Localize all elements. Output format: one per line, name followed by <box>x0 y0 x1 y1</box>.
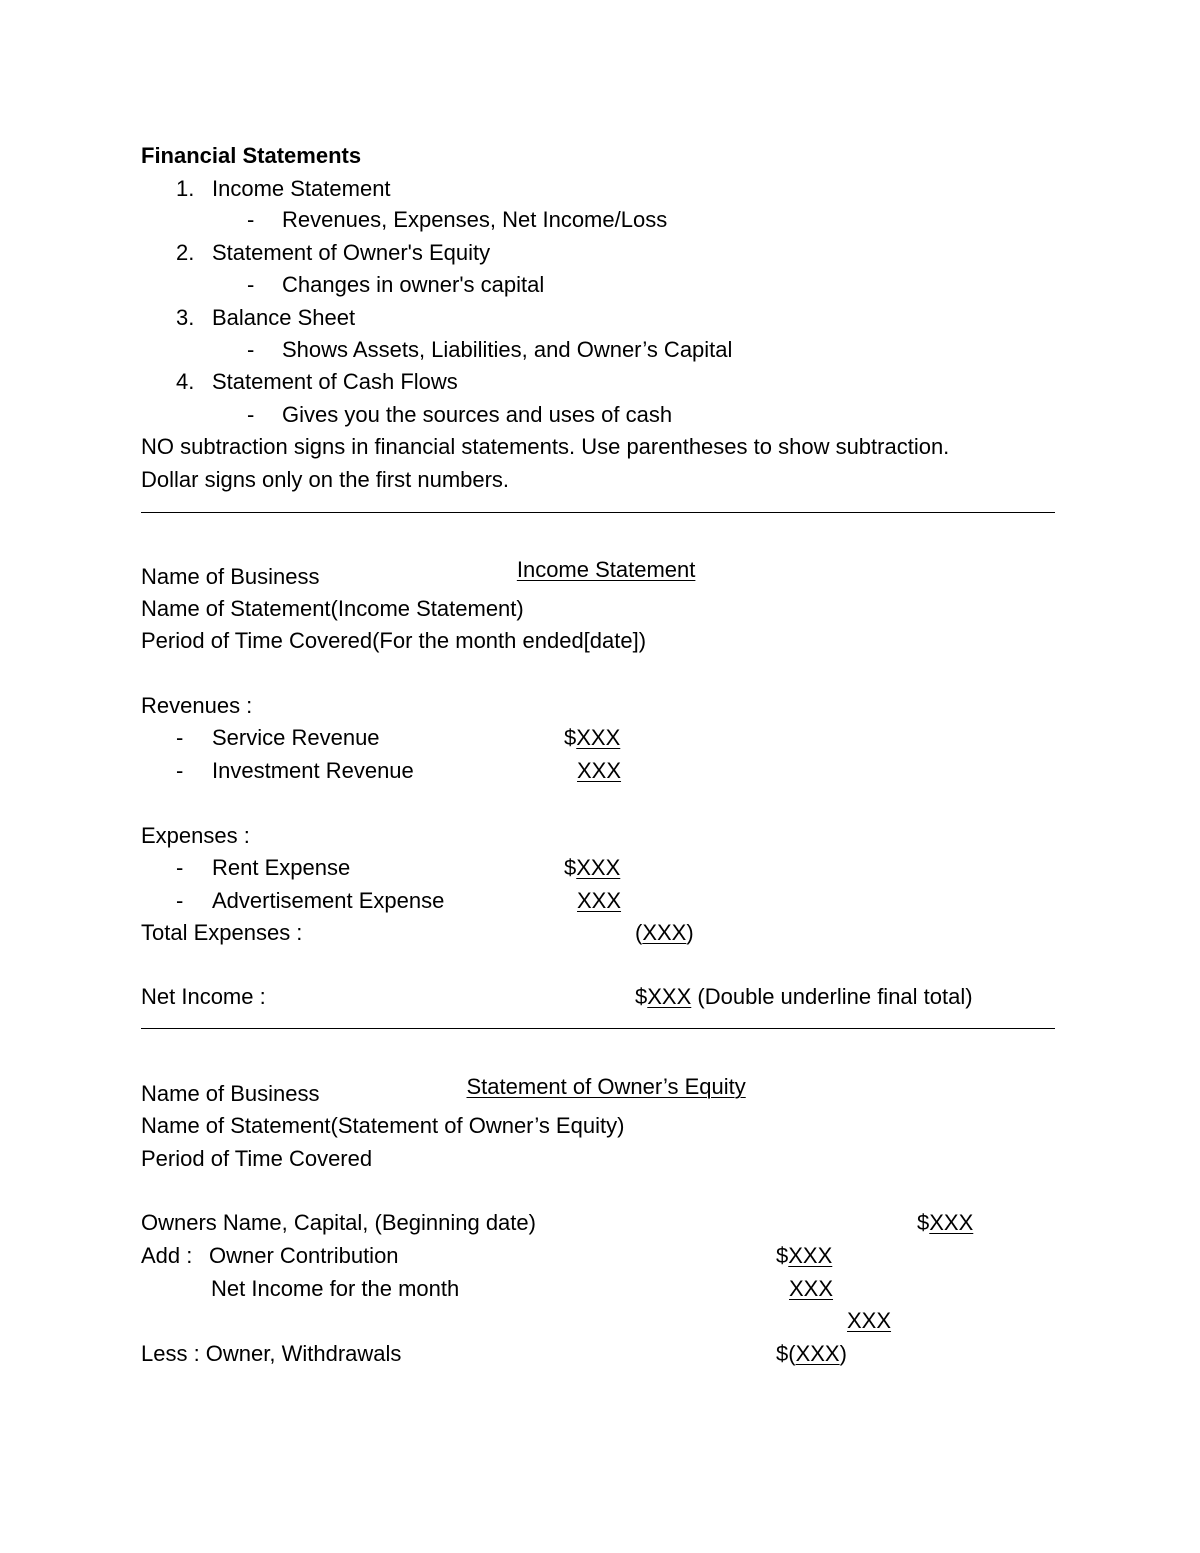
paren-close: ) <box>686 920 694 945</box>
dollar-sign: $ <box>564 725 577 750</box>
owner-contribution-amount <box>776 1243 832 1269</box>
amount-value: XXX <box>788 1243 833 1268</box>
line-item-label: Service Revenue <box>212 725 380 750</box>
amount-value: XXX <box>929 1210 974 1235</box>
beginning-capital-label: Owners Name, Capital, (Beginning date) <box>141 1210 536 1235</box>
owners-equity-title: Statement of Owner’s Equity <box>466 1074 746 1099</box>
line-item-amount <box>564 725 620 751</box>
outline-item-detail: Gives you the sources and uses of cash <box>282 402 673 427</box>
amount-value: XXX <box>577 888 622 913</box>
line-item-label: Advertisement Expense <box>212 888 445 913</box>
bullet-dash: - <box>176 725 184 750</box>
beginning-capital-amount <box>917 1210 973 1236</box>
note-line: NO subtraction signs in financial statements. Use parentheses to show subtraction. <box>141 434 950 459</box>
statement-header-line: Period of Time Covered(For the month ended[date]) <box>141 628 647 653</box>
line-item-amount <box>577 888 621 914</box>
dollar-sign: $ <box>564 855 577 880</box>
note-line: Dollar signs only on the first numbers. <box>141 467 510 492</box>
outline-item-detail: Shows Assets, Liabilities, and Owner’s Capital <box>282 337 733 362</box>
statement-header-line: Name of Statement(Statement of Owner’s Equity) <box>141 1113 625 1138</box>
outline-item-detail: Revenues, Expenses, Net Income/Loss <box>282 207 668 232</box>
outline-item-title: Statement of Cash Flows <box>212 369 458 394</box>
withdrawals-amount <box>776 1341 847 1367</box>
amount-value: XXX <box>789 1276 834 1301</box>
section-divider <box>141 1028 1055 1029</box>
paren-open: ( <box>635 920 643 945</box>
dollar-sign: $ <box>776 1243 789 1268</box>
outline-item-title: Income Statement <box>212 176 391 201</box>
bullet-dash: - <box>247 337 255 362</box>
amount-value: XXX <box>642 920 687 945</box>
bullet-dash: - <box>176 758 184 783</box>
dollar-sign: $ <box>917 1210 930 1235</box>
amount-value: XXX <box>795 1341 840 1366</box>
amount-value: XXX <box>647 984 692 1009</box>
expenses-label: Expenses : <box>141 823 250 848</box>
statement-header-line: Name of Statement(Income Statement) <box>141 596 524 621</box>
section-divider <box>141 512 1055 513</box>
bullet-dash: - <box>176 855 184 880</box>
statement-header-line: Period of Time Covered <box>141 1146 373 1171</box>
line-item-label: Investment Revenue <box>212 758 414 783</box>
subtotal-amount <box>847 1308 891 1334</box>
owner-contribution-label: Owner Contribution <box>209 1243 399 1268</box>
add-label: Add : <box>141 1243 193 1268</box>
page-title: Financial Statements <box>141 143 362 168</box>
outline-item-title: Statement of Owner's Equity <box>212 240 491 265</box>
total-expenses-amount <box>635 920 694 946</box>
bullet-dash: - <box>247 207 255 232</box>
dollar-paren: $( <box>776 1341 796 1366</box>
amount-value: XXX <box>847 1308 892 1333</box>
line-item-amount <box>564 855 620 881</box>
line-item-label: Rent Expense <box>212 855 351 880</box>
net-income-label: Net Income : <box>141 984 266 1009</box>
outline-number: 2. <box>176 240 195 265</box>
bullet-dash: - <box>176 888 184 913</box>
outline-item-detail: Changes in owner's capital <box>282 272 545 297</box>
outline-number: 3. <box>176 305 195 330</box>
amount-value: XXX <box>576 855 621 880</box>
bullet-dash: - <box>247 272 255 297</box>
amount-value: XXX <box>577 758 622 783</box>
outline-number: 4. <box>176 369 195 394</box>
income-statement-title: Income Statement <box>516 557 696 582</box>
dollar-sign: $ <box>635 984 648 1009</box>
net-income-note: (Double underline final total) <box>697 984 973 1009</box>
total-expenses-label: Total Expenses : <box>141 920 303 945</box>
bullet-dash: - <box>247 402 255 427</box>
statement-header-line: Name of Business <box>141 564 320 589</box>
outline-item-title: Balance Sheet <box>212 305 356 330</box>
statement-header-line: Name of Business <box>141 1081 320 1106</box>
amount-value: XXX <box>576 725 621 750</box>
net-income-month-amount <box>789 1276 833 1302</box>
net-income-month-label: Net Income for the month <box>211 1276 460 1301</box>
outline-number: 1. <box>176 176 195 201</box>
net-income-amount <box>635 984 973 1010</box>
line-item-amount <box>577 758 621 784</box>
withdrawals-label: Less : Owner, Withdrawals <box>141 1341 402 1366</box>
paren-close: ) <box>839 1341 847 1366</box>
revenues-label: Revenues : <box>141 693 253 718</box>
